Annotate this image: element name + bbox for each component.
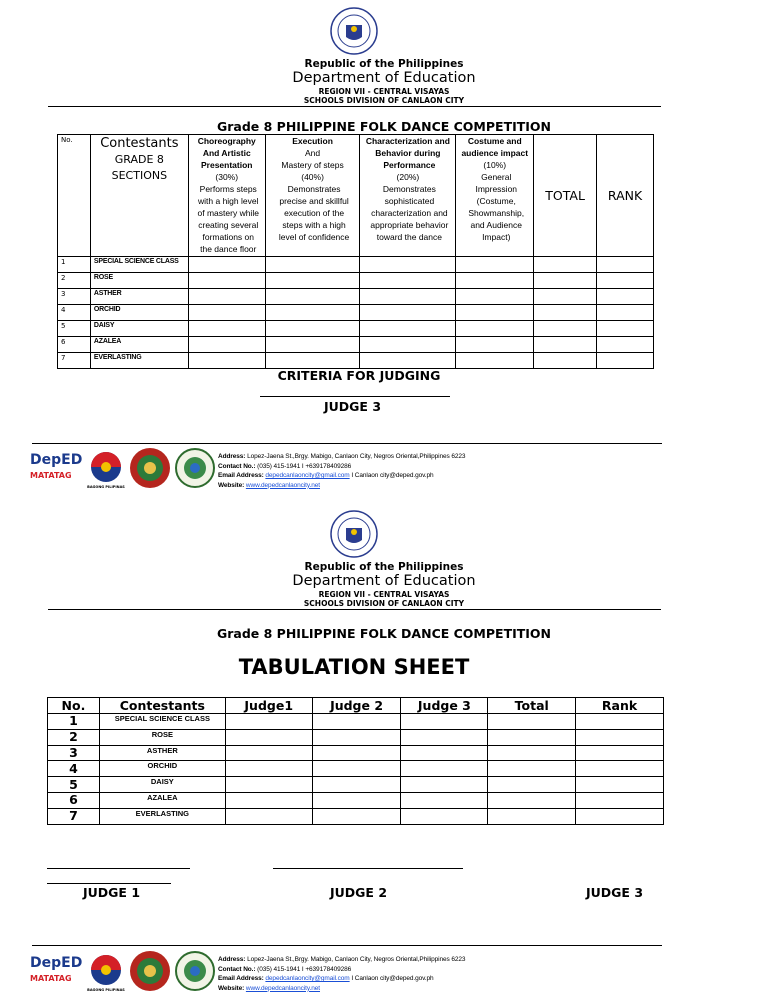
row-no: 6 — [48, 792, 100, 808]
judge1-cell[interactable] — [225, 777, 312, 793]
criterion-costume: Costume and audience impact (10%) General Impression (Costume, Showmanship, and Audience Impact) — [456, 135, 534, 257]
score-cell[interactable] — [265, 289, 360, 305]
website-link[interactable]: www.depedcanlaoncity.net — [245, 481, 320, 489]
row-contestant: DAISY — [90, 321, 188, 337]
division-text-2: SCHOOLS DIVISION OF CANLAON CITY — [303, 599, 465, 608]
row-contestant: ASTHER — [90, 289, 188, 305]
deped-matatag-logo: DepED MATATAG — [30, 452, 83, 480]
judge2-label: JUDGE 2 — [330, 885, 388, 900]
sections-label: SECTIONS — [111, 169, 168, 182]
judge3-cell[interactable] — [401, 761, 488, 777]
criterion-choreography: Choreography And Artistic Presentation (30%) Performs steps with a high level of mastery while creating several formations on the dance floor — [188, 135, 265, 257]
score-cell[interactable] — [188, 321, 265, 337]
judge3-cell[interactable] — [401, 714, 488, 730]
rank-cell[interactable] — [597, 353, 654, 369]
score-cell[interactable] — [360, 337, 456, 353]
row-contestant: SPECIAL SCIENCE CLASS — [90, 257, 188, 273]
row-no: 4 — [48, 761, 100, 777]
row-contestant: ROSE — [90, 273, 188, 289]
judge3-label: JUDGE 3 — [586, 885, 644, 900]
judge3-cell[interactable] — [401, 777, 488, 793]
rank-cell[interactable] — [597, 337, 654, 353]
deped-matatag-logo: DepED MATATAG — [30, 955, 83, 983]
rank-cell[interactable] — [597, 289, 654, 305]
table-row — [48, 792, 664, 808]
division-text: SCHOOLS DIVISION OF CANLAON CITY — [303, 96, 465, 105]
total-cell[interactable] — [488, 808, 576, 824]
col-contestants: Contestants — [99, 698, 225, 714]
rank-cell[interactable] — [576, 745, 664, 761]
score-cell[interactable] — [265, 257, 360, 273]
rank-cell[interactable] — [597, 321, 654, 337]
score-cell[interactable] — [456, 353, 534, 369]
score-cell[interactable] — [265, 273, 360, 289]
col-rank: RANK — [597, 135, 654, 257]
score-cell[interactable] — [188, 337, 265, 353]
total-cell[interactable] — [488, 714, 576, 730]
judge2-cell[interactable] — [312, 777, 401, 793]
rank-cell[interactable] — [597, 257, 654, 273]
criterion-characterization: Characterization and Behavior during Performance (20%) Demonstrates sophisticated characterization and appropriate behavior toward the dance — [360, 135, 456, 257]
score-cell[interactable] — [265, 305, 360, 321]
judge3-cell[interactable] — [401, 729, 488, 745]
republic-text: Republic of the Philippines — [304, 58, 464, 70]
row-no: 4 — [58, 305, 91, 321]
rank-cell[interactable] — [597, 273, 654, 289]
table-row — [58, 257, 654, 273]
rank-cell[interactable] — [576, 714, 664, 730]
score-cell[interactable] — [188, 353, 265, 369]
judge1-cell[interactable] — [225, 808, 312, 824]
department-text-2: Department of Education — [292, 573, 476, 589]
judge-label: JUDGE 3 — [324, 399, 382, 414]
footer — [30, 447, 690, 497]
col-judge3: Judge 3 — [401, 698, 488, 714]
row-no: 7 — [48, 808, 100, 824]
competition-title-2: Grade 8 PHILIPPINE FOLK DANCE COMPETITION — [216, 626, 552, 641]
table-row — [58, 273, 654, 289]
total-cell[interactable] — [534, 321, 597, 337]
row-contestant: AZALEA — [99, 792, 225, 808]
row-no: 3 — [58, 289, 91, 305]
total-cell[interactable] — [534, 257, 597, 273]
total-cell[interactable] — [534, 305, 597, 321]
email-link[interactable]: depedcanlaoncity@gmail.com — [265, 975, 350, 982]
bagong-pilipinas-logo: BAGONG PILIPINAS — [84, 950, 128, 996]
row-no: 1 — [48, 714, 100, 730]
criterion-execution: Execution And Mastery of steps (40%) Demonstrates precise and skillful execution of the steps with a high level of confidence — [265, 135, 360, 257]
total-cell[interactable] — [488, 729, 576, 745]
table-row — [48, 729, 664, 745]
rank-cell[interactable] — [576, 777, 664, 793]
row-no: 1 — [58, 257, 91, 273]
table-row — [58, 321, 654, 337]
footer-rule — [32, 443, 662, 444]
criteria-for-judging: CRITERIA FOR JUDGING — [277, 368, 441, 383]
total-cell[interactable] — [534, 337, 597, 353]
table-row — [58, 289, 654, 305]
table-row — [58, 337, 654, 353]
total-cell[interactable] — [534, 273, 597, 289]
tabulation-heading: TABULATION SHEET — [238, 655, 470, 679]
score-cell[interactable] — [456, 337, 534, 353]
score-cell[interactable] — [456, 289, 534, 305]
judge1-cell[interactable] — [225, 729, 312, 745]
row-contestant: EVERLASTING — [90, 353, 188, 369]
judge2-cell[interactable] — [312, 792, 401, 808]
department-text: Department of Education — [292, 70, 476, 86]
table-row — [58, 353, 654, 369]
table-row — [48, 761, 664, 777]
deped-seal-2 — [330, 510, 378, 558]
table-row — [48, 777, 664, 793]
col-total: TOTAL — [534, 135, 597, 257]
grade-label: GRADE 8 — [114, 153, 164, 166]
header-rule-2 — [48, 609, 661, 610]
row-no: 2 — [48, 729, 100, 745]
score-cell[interactable] — [360, 257, 456, 273]
total-cell[interactable] — [488, 777, 576, 793]
score-cell[interactable] — [360, 305, 456, 321]
email-link[interactable]: depedcanlaoncity@gmail.com — [265, 472, 350, 479]
total-cell[interactable] — [488, 792, 576, 808]
score-cell[interactable] — [360, 289, 456, 305]
score-cell[interactable] — [360, 273, 456, 289]
contestants-label: Contestants — [100, 136, 179, 151]
score-cell[interactable] — [360, 321, 456, 337]
competition-title: Grade 8 PHILIPPINE FOLK DANCE COMPETITION — [216, 119, 552, 134]
col-rank: Rank — [576, 698, 664, 714]
row-contestant: ROSE — [99, 729, 225, 745]
col-no: No. — [58, 135, 91, 257]
col-contestants — [90, 135, 188, 257]
row-contestant: ORCHID — [90, 305, 188, 321]
row-contestant: EVERLASTING — [99, 808, 225, 824]
rank-cell[interactable] — [576, 729, 664, 745]
total-cell[interactable] — [488, 761, 576, 777]
total-cell[interactable] — [488, 745, 576, 761]
website-link[interactable]: www.depedcanlaoncity.net — [245, 984, 320, 992]
row-no: 5 — [58, 321, 91, 337]
footer-address-block: Address: Lopez-Jaena St.,Brgy. Mabigo, Canlaon City, Negros Oriental,Philippines 6223 Contact No.: (035) 415-1941 I +639178409286 Email Address: depedcanlaoncity@gmail.com I Canlaon city@deped.gov.ph Website: www.depedcanlaoncity.net — [218, 956, 466, 992]
row-contestant: ASTHER — [99, 745, 225, 761]
score-cell[interactable] — [188, 273, 265, 289]
row-contestant: SPECIAL SCIENCE CLASS — [99, 714, 225, 730]
score-cell[interactable] — [265, 353, 360, 369]
footer-address-block: Address: Lopez-Jaena St.,Brgy. Mabigo, Canlaon City, Negros Oriental,Philippines 6223 Contact No.: (035) 415-1941 I +639178409286 Email Address: depedcanlaoncity@gmail.com I Canlaon city@deped.gov.ph Website: www.depedcanlaoncity.net — [218, 453, 466, 489]
division-seal-logo — [175, 950, 215, 992]
city-seal-logo — [129, 950, 171, 992]
row-contestant: AZALEA — [90, 337, 188, 353]
criteria-score-table — [57, 134, 654, 369]
judge2-cell[interactable] — [312, 808, 401, 824]
deped-seal — [330, 7, 378, 55]
score-cell[interactable] — [265, 337, 360, 353]
col-judge1: Judge1 — [225, 698, 312, 714]
judge1-label: JUDGE 1 — [83, 885, 141, 900]
col-no: No. — [48, 698, 100, 714]
judge2-cell[interactable] — [312, 729, 401, 745]
judge1-cell[interactable] — [225, 761, 312, 777]
rank-cell[interactable] — [576, 792, 664, 808]
total-cell[interactable] — [534, 353, 597, 369]
rank-cell[interactable] — [576, 808, 664, 824]
region-text: REGION VII - CENTRAL VISAYAS — [318, 87, 450, 96]
score-cell[interactable] — [456, 305, 534, 321]
judge2-signature-line — [273, 868, 463, 869]
score-cell[interactable] — [265, 321, 360, 337]
table-row — [58, 305, 654, 321]
judge3-cell[interactable] — [401, 808, 488, 824]
row-no: 3 — [48, 745, 100, 761]
header-rule — [48, 106, 661, 107]
republic-text-2: Republic of the Philippines — [304, 561, 464, 573]
city-seal-logo — [129, 447, 171, 489]
row-contestant: ORCHID — [99, 761, 225, 777]
judge1-signature-line-2 — [47, 883, 171, 884]
col-total: Total — [488, 698, 576, 714]
total-cell[interactable] — [534, 289, 597, 305]
score-cell[interactable] — [456, 273, 534, 289]
region-text-2: REGION VII - CENTRAL VISAYAS — [318, 590, 450, 599]
row-no: 5 — [48, 777, 100, 793]
rank-cell[interactable] — [597, 305, 654, 321]
score-cell[interactable] — [188, 257, 265, 273]
judge3-cell[interactable] — [401, 745, 488, 761]
judge2-cell[interactable] — [312, 745, 401, 761]
judge2-cell[interactable] — [312, 714, 401, 730]
score-cell[interactable] — [188, 305, 265, 321]
judge3-cell[interactable] — [401, 792, 488, 808]
tabulation-table — [47, 697, 664, 825]
judge-signature-line — [260, 396, 450, 397]
judge1-cell[interactable] — [225, 792, 312, 808]
judge1-cell[interactable] — [225, 745, 312, 761]
footer-2 — [30, 950, 690, 1000]
rank-cell[interactable] — [576, 761, 664, 777]
table-row — [48, 745, 664, 761]
judge1-signature-line — [47, 868, 190, 869]
row-contestant: DAISY — [99, 777, 225, 793]
score-cell[interactable] — [360, 353, 456, 369]
division-seal-logo — [175, 447, 215, 489]
row-no: 2 — [58, 273, 91, 289]
col-judge2: Judge 2 — [312, 698, 401, 714]
row-no: 7 — [58, 353, 91, 369]
bagong-pilipinas-logo: BAGONG PILIPINAS — [84, 447, 128, 493]
table-row — [48, 808, 664, 824]
row-no: 6 — [58, 337, 91, 353]
score-cell[interactable] — [456, 257, 534, 273]
judge2-cell[interactable] — [312, 761, 401, 777]
score-cell[interactable] — [456, 321, 534, 337]
score-cell[interactable] — [188, 289, 265, 305]
judge1-cell[interactable] — [225, 714, 312, 730]
footer-rule-2 — [32, 945, 662, 946]
table-row — [48, 714, 664, 730]
